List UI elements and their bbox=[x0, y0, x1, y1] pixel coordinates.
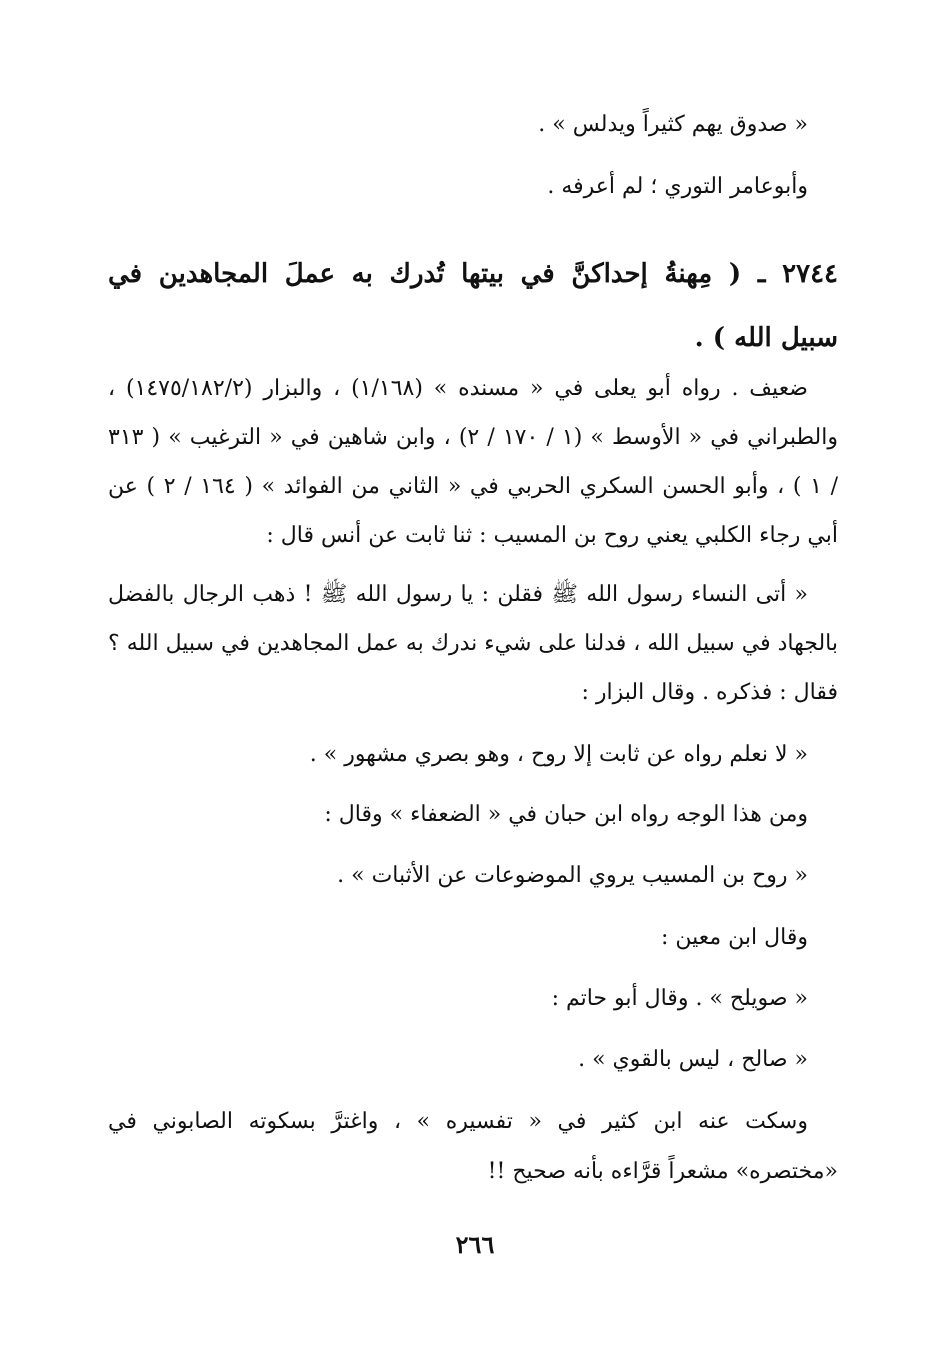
text-line: « صدوق يهم كثيراً ويدلس » . bbox=[538, 112, 808, 137]
text-line: ضعيف . رواه أبو يعلى في « مسنده » (١/١٦٨) ، والبزار (١٤٧٥/١٨٢/٢) ، bbox=[108, 376, 808, 401]
text-line: « روح بن المسيب يروي الموضوعات عن الأثبات » . bbox=[337, 863, 808, 888]
text-line: فقال : فذكره . وقال البزار : bbox=[581, 680, 838, 705]
text-line: وقال ابن معين : bbox=[661, 925, 808, 950]
text-line: وأبوعامر التوري ؛ لم أعرفه . bbox=[547, 174, 808, 199]
text-line: « صالح ، ليس بالقوي » . bbox=[578, 1047, 808, 1072]
text-line: ومن هذا الوجه رواه ابن حبان في « الضعفاء » وقال : bbox=[324, 802, 808, 827]
hadith-heading: ٢٧٤٤ ـ ( مِهنةُ إحداكنَّ في بيتها تُدرك به عملَ المجاهدين في bbox=[108, 259, 838, 289]
text-line: والطبراني في « الأوسط » (١ / ١٧٠ / ٢) ، وابن شاهين في « الترغيب » ( ٣١٣ bbox=[108, 425, 838, 450]
text-line: « صويلح » . وقال أبو حاتم : bbox=[551, 986, 808, 1011]
text-line: « لا نعلم رواه عن ثابت إلا روح ، وهو بصري مشهور » . bbox=[309, 742, 808, 767]
page-number: ٢٦٦ bbox=[455, 1230, 495, 1259]
text-line: بالجهاد في سبيل الله ، فدلنا على شيء ندرك به عمل المجاهدين في سبيل الله ؟ bbox=[108, 631, 838, 656]
text-line: وسكت عنه ابن كثير في « تفسيره » ، واغترَّ بسكوته الصابوني في bbox=[108, 1109, 808, 1134]
hadith-heading: سبيل الله ) . bbox=[694, 323, 838, 353]
text-line: / ١ ) ، وأبو الحسن السكري الحربي في « الثاني من الفوائد » ( ١٦٤ / ٢ ) عن bbox=[108, 474, 838, 499]
text-line: أبي رجاء الكلبي يعني روح بن المسيب : ثنا ثابت عن أنس قال : bbox=[266, 523, 838, 548]
text-line: «مختصره» مشعراً قرَّاءه بأنه صحيح !! bbox=[487, 1159, 838, 1184]
text-line: « أتى النساء رسول الله ﷺ فقلن : يا رسول الله ﷺ ! ذهب الرجال بالفضل bbox=[108, 582, 808, 607]
